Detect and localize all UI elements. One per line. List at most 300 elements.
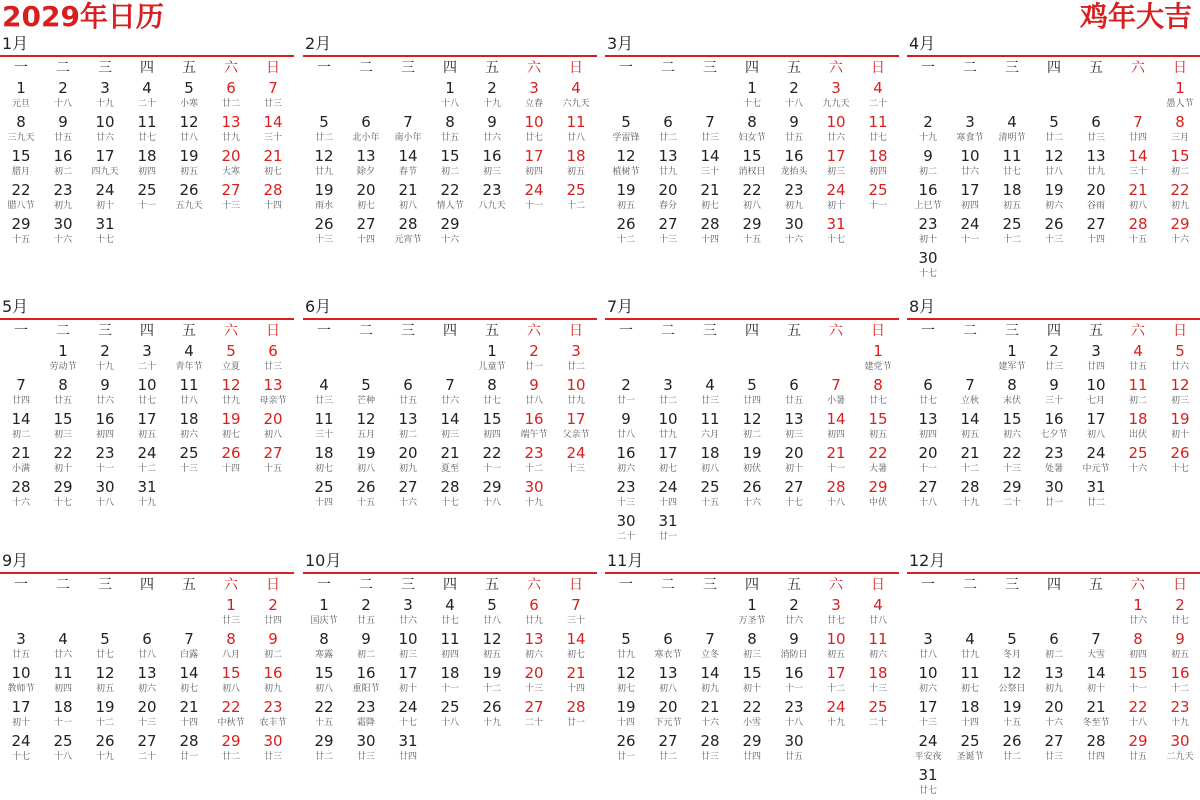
day-cell[interactable]	[1117, 596, 1159, 630]
day-cell[interactable]	[731, 444, 773, 478]
day-cell[interactable]	[857, 664, 899, 698]
day-cell[interactable]	[1159, 732, 1200, 766]
day-cell[interactable]	[168, 664, 210, 698]
day-cell[interactable]	[513, 376, 555, 410]
day-cell[interactable]	[647, 630, 689, 664]
day-cell[interactable]	[1159, 147, 1200, 181]
day-cell[interactable]	[1117, 181, 1159, 215]
day-cell[interactable]	[84, 79, 126, 113]
day-cell[interactable]	[345, 664, 387, 698]
day-cell[interactable]	[731, 698, 773, 732]
day-cell[interactable]	[210, 664, 252, 698]
day-cell[interactable]	[773, 478, 815, 512]
day-cell[interactable]	[647, 376, 689, 410]
day-cell[interactable]	[471, 181, 513, 215]
day-cell[interactable]	[252, 596, 294, 630]
day-cell[interactable]	[0, 444, 42, 478]
day-cell[interactable]	[907, 478, 949, 512]
day-cell[interactable]	[471, 698, 513, 732]
day-cell[interactable]	[429, 698, 471, 732]
day-cell[interactable]	[387, 376, 429, 410]
day-cell[interactable]	[252, 410, 294, 444]
day-cell[interactable]	[252, 181, 294, 215]
day-cell[interactable]	[647, 478, 689, 512]
day-cell[interactable]	[210, 342, 252, 376]
day-cell[interactable]	[991, 664, 1033, 698]
day-cell[interactable]	[126, 79, 168, 113]
day-cell[interactable]	[387, 698, 429, 732]
day-cell[interactable]	[857, 79, 899, 113]
day-cell[interactable]	[126, 376, 168, 410]
day-cell[interactable]	[773, 79, 815, 113]
day-cell[interactable]	[345, 596, 387, 630]
day-cell[interactable]	[857, 444, 899, 478]
day-cell[interactable]	[513, 113, 555, 147]
day-cell[interactable]	[84, 113, 126, 147]
day-cell[interactable]	[689, 147, 731, 181]
day-cell[interactable]	[857, 113, 899, 147]
day-cell[interactable]	[303, 596, 345, 630]
day-cell[interactable]	[1033, 147, 1075, 181]
day-cell[interactable]	[387, 664, 429, 698]
day-cell[interactable]	[731, 113, 773, 147]
day-cell[interactable]	[555, 630, 597, 664]
day-cell[interactable]	[429, 478, 471, 512]
day-cell[interactable]	[210, 596, 252, 630]
day-cell[interactable]	[689, 376, 731, 410]
day-cell[interactable]	[0, 732, 42, 766]
day-cell[interactable]	[1159, 596, 1200, 630]
day-cell[interactable]	[949, 215, 991, 249]
day-cell[interactable]	[907, 113, 949, 147]
day-cell[interactable]	[42, 342, 84, 376]
day-cell[interactable]	[1033, 376, 1075, 410]
day-cell[interactable]	[168, 410, 210, 444]
day-cell[interactable]	[773, 732, 815, 766]
day-cell[interactable]	[605, 478, 647, 512]
day-cell[interactable]	[647, 444, 689, 478]
day-cell[interactable]	[345, 181, 387, 215]
day-cell[interactable]	[857, 698, 899, 732]
day-cell[interactable]	[857, 147, 899, 181]
day-cell[interactable]	[689, 630, 731, 664]
day-cell[interactable]	[252, 698, 294, 732]
day-cell[interactable]	[1117, 698, 1159, 732]
day-cell[interactable]	[949, 410, 991, 444]
day-cell[interactable]	[303, 732, 345, 766]
day-cell[interactable]	[857, 630, 899, 664]
day-cell[interactable]	[731, 478, 773, 512]
day-cell[interactable]	[689, 732, 731, 766]
day-cell[interactable]	[42, 113, 84, 147]
day-cell[interactable]	[1075, 444, 1117, 478]
day-cell[interactable]	[42, 444, 84, 478]
day-cell[interactable]	[345, 698, 387, 732]
day-cell[interactable]	[647, 698, 689, 732]
day-cell[interactable]	[1117, 215, 1159, 249]
day-cell[interactable]	[815, 376, 857, 410]
day-cell[interactable]	[773, 215, 815, 249]
day-cell[interactable]	[471, 664, 513, 698]
day-cell[interactable]	[168, 342, 210, 376]
day-cell[interactable]	[387, 596, 429, 630]
day-cell[interactable]	[555, 113, 597, 147]
day-cell[interactable]	[429, 147, 471, 181]
day-cell[interactable]	[42, 410, 84, 444]
day-cell[interactable]	[815, 698, 857, 732]
day-cell[interactable]	[1159, 664, 1200, 698]
day-cell[interactable]	[1117, 376, 1159, 410]
day-cell[interactable]	[513, 181, 555, 215]
day-cell[interactable]	[84, 478, 126, 512]
day-cell[interactable]	[815, 147, 857, 181]
day-cell[interactable]	[126, 147, 168, 181]
day-cell[interactable]	[605, 215, 647, 249]
day-cell[interactable]	[0, 376, 42, 410]
day-cell[interactable]	[605, 113, 647, 147]
day-cell[interactable]	[0, 113, 42, 147]
day-cell[interactable]	[773, 630, 815, 664]
day-cell[interactable]	[345, 630, 387, 664]
day-cell[interactable]	[949, 181, 991, 215]
day-cell[interactable]	[429, 664, 471, 698]
day-cell[interactable]	[429, 596, 471, 630]
day-cell[interactable]	[126, 732, 168, 766]
day-cell[interactable]	[815, 113, 857, 147]
day-cell[interactable]	[513, 664, 555, 698]
day-cell[interactable]	[689, 113, 731, 147]
day-cell[interactable]	[1075, 664, 1117, 698]
day-cell[interactable]	[210, 444, 252, 478]
day-cell[interactable]	[126, 342, 168, 376]
day-cell[interactable]	[303, 113, 345, 147]
day-cell[interactable]	[605, 181, 647, 215]
day-cell[interactable]	[949, 478, 991, 512]
day-cell[interactable]	[345, 444, 387, 478]
day-cell[interactable]	[731, 732, 773, 766]
day-cell[interactable]	[907, 249, 949, 283]
day-cell[interactable]	[168, 698, 210, 732]
day-cell[interactable]	[345, 215, 387, 249]
day-cell[interactable]	[555, 596, 597, 630]
day-cell[interactable]	[429, 410, 471, 444]
day-cell[interactable]	[471, 478, 513, 512]
day-cell[interactable]	[42, 376, 84, 410]
day-cell[interactable]	[647, 664, 689, 698]
day-cell[interactable]	[1033, 698, 1075, 732]
day-cell[interactable]	[84, 410, 126, 444]
day-cell[interactable]	[429, 376, 471, 410]
day-cell[interactable]	[1033, 113, 1075, 147]
day-cell[interactable]	[815, 596, 857, 630]
day-cell[interactable]	[1075, 215, 1117, 249]
day-cell[interactable]	[1159, 79, 1200, 113]
day-cell[interactable]	[815, 410, 857, 444]
day-cell[interactable]	[513, 342, 555, 376]
day-cell[interactable]	[731, 181, 773, 215]
day-cell[interactable]	[647, 147, 689, 181]
day-cell[interactable]	[555, 147, 597, 181]
day-cell[interactable]	[252, 113, 294, 147]
day-cell[interactable]	[303, 698, 345, 732]
day-cell[interactable]	[84, 215, 126, 249]
day-cell[interactable]	[126, 444, 168, 478]
day-cell[interactable]	[42, 181, 84, 215]
day-cell[interactable]	[949, 664, 991, 698]
day-cell[interactable]	[857, 478, 899, 512]
day-cell[interactable]	[605, 444, 647, 478]
day-cell[interactable]	[84, 376, 126, 410]
day-cell[interactable]	[471, 376, 513, 410]
day-cell[interactable]	[1159, 630, 1200, 664]
day-cell[interactable]	[731, 147, 773, 181]
day-cell[interactable]	[471, 410, 513, 444]
day-cell[interactable]	[555, 664, 597, 698]
day-cell[interactable]	[689, 181, 731, 215]
day-cell[interactable]	[949, 732, 991, 766]
day-cell[interactable]	[605, 376, 647, 410]
day-cell[interactable]	[252, 444, 294, 478]
day-cell[interactable]	[168, 147, 210, 181]
day-cell[interactable]	[1159, 376, 1200, 410]
day-cell[interactable]	[1033, 215, 1075, 249]
day-cell[interactable]	[84, 342, 126, 376]
day-cell[interactable]	[773, 147, 815, 181]
day-cell[interactable]	[647, 181, 689, 215]
day-cell[interactable]	[252, 342, 294, 376]
day-cell[interactable]	[907, 766, 949, 800]
day-cell[interactable]	[303, 630, 345, 664]
day-cell[interactable]	[252, 732, 294, 766]
day-cell[interactable]	[471, 596, 513, 630]
day-cell[interactable]	[429, 181, 471, 215]
day-cell[interactable]	[126, 630, 168, 664]
day-cell[interactable]	[1117, 342, 1159, 376]
day-cell[interactable]	[1075, 147, 1117, 181]
day-cell[interactable]	[513, 478, 555, 512]
day-cell[interactable]	[555, 79, 597, 113]
day-cell[interactable]	[773, 444, 815, 478]
day-cell[interactable]	[991, 376, 1033, 410]
day-cell[interactable]	[303, 147, 345, 181]
day-cell[interactable]	[0, 147, 42, 181]
day-cell[interactable]	[773, 664, 815, 698]
day-cell[interactable]	[126, 410, 168, 444]
day-cell[interactable]	[1033, 478, 1075, 512]
day-cell[interactable]	[387, 444, 429, 478]
day-cell[interactable]	[857, 410, 899, 444]
day-cell[interactable]	[513, 596, 555, 630]
day-cell[interactable]	[126, 181, 168, 215]
day-cell[interactable]	[471, 630, 513, 664]
day-cell[interactable]	[1033, 410, 1075, 444]
day-cell[interactable]	[513, 698, 555, 732]
day-cell[interactable]	[949, 147, 991, 181]
day-cell[interactable]	[429, 215, 471, 249]
day-cell[interactable]	[1117, 664, 1159, 698]
day-cell[interactable]	[907, 630, 949, 664]
day-cell[interactable]	[815, 444, 857, 478]
day-cell[interactable]	[907, 215, 949, 249]
day-cell[interactable]	[731, 596, 773, 630]
day-cell[interactable]	[1117, 732, 1159, 766]
day-cell[interactable]	[387, 410, 429, 444]
day-cell[interactable]	[1117, 410, 1159, 444]
day-cell[interactable]	[387, 181, 429, 215]
day-cell[interactable]	[471, 113, 513, 147]
day-cell[interactable]	[84, 732, 126, 766]
day-cell[interactable]	[42, 79, 84, 113]
day-cell[interactable]	[731, 376, 773, 410]
day-cell[interactable]	[42, 215, 84, 249]
day-cell[interactable]	[1159, 181, 1200, 215]
day-cell[interactable]	[949, 630, 991, 664]
day-cell[interactable]	[731, 215, 773, 249]
day-cell[interactable]	[857, 181, 899, 215]
day-cell[interactable]	[907, 181, 949, 215]
day-cell[interactable]	[387, 478, 429, 512]
day-cell[interactable]	[991, 181, 1033, 215]
day-cell[interactable]	[0, 664, 42, 698]
day-cell[interactable]	[126, 478, 168, 512]
day-cell[interactable]	[303, 664, 345, 698]
day-cell[interactable]	[605, 410, 647, 444]
day-cell[interactable]	[471, 444, 513, 478]
day-cell[interactable]	[513, 147, 555, 181]
day-cell[interactable]	[84, 181, 126, 215]
day-cell[interactable]	[949, 376, 991, 410]
day-cell[interactable]	[303, 376, 345, 410]
day-cell[interactable]	[429, 630, 471, 664]
day-cell[interactable]	[907, 444, 949, 478]
day-cell[interactable]	[1075, 113, 1117, 147]
day-cell[interactable]	[513, 630, 555, 664]
day-cell[interactable]	[252, 664, 294, 698]
day-cell[interactable]	[0, 79, 42, 113]
day-cell[interactable]	[126, 698, 168, 732]
day-cell[interactable]	[345, 113, 387, 147]
day-cell[interactable]	[1075, 181, 1117, 215]
day-cell[interactable]	[773, 410, 815, 444]
day-cell[interactable]	[210, 630, 252, 664]
day-cell[interactable]	[815, 478, 857, 512]
day-cell[interactable]	[210, 113, 252, 147]
day-cell[interactable]	[0, 215, 42, 249]
day-cell[interactable]	[1033, 664, 1075, 698]
day-cell[interactable]	[731, 664, 773, 698]
day-cell[interactable]	[1117, 113, 1159, 147]
day-cell[interactable]	[857, 376, 899, 410]
day-cell[interactable]	[689, 478, 731, 512]
day-cell[interactable]	[168, 630, 210, 664]
day-cell[interactable]	[210, 732, 252, 766]
day-cell[interactable]	[773, 181, 815, 215]
day-cell[interactable]	[387, 113, 429, 147]
day-cell[interactable]	[126, 664, 168, 698]
day-cell[interactable]	[513, 79, 555, 113]
day-cell[interactable]	[949, 113, 991, 147]
day-cell[interactable]	[210, 79, 252, 113]
day-cell[interactable]	[991, 698, 1033, 732]
day-cell[interactable]	[731, 630, 773, 664]
day-cell[interactable]	[42, 478, 84, 512]
day-cell[interactable]	[689, 444, 731, 478]
day-cell[interactable]	[471, 79, 513, 113]
day-cell[interactable]	[1075, 478, 1117, 512]
day-cell[interactable]	[773, 596, 815, 630]
day-cell[interactable]	[1159, 444, 1200, 478]
day-cell[interactable]	[689, 410, 731, 444]
day-cell[interactable]	[857, 342, 899, 376]
day-cell[interactable]	[168, 732, 210, 766]
day-cell[interactable]	[907, 147, 949, 181]
day-cell[interactable]	[345, 376, 387, 410]
day-cell[interactable]	[252, 79, 294, 113]
day-cell[interactable]	[42, 732, 84, 766]
day-cell[interactable]	[1033, 342, 1075, 376]
day-cell[interactable]	[815, 664, 857, 698]
day-cell[interactable]	[84, 147, 126, 181]
day-cell[interactable]	[429, 79, 471, 113]
day-cell[interactable]	[387, 732, 429, 766]
day-cell[interactable]	[0, 698, 42, 732]
day-cell[interactable]	[907, 698, 949, 732]
day-cell[interactable]	[1159, 113, 1200, 147]
day-cell[interactable]	[605, 630, 647, 664]
day-cell[interactable]	[303, 444, 345, 478]
day-cell[interactable]	[991, 410, 1033, 444]
day-cell[interactable]	[1117, 630, 1159, 664]
day-cell[interactable]	[303, 410, 345, 444]
day-cell[interactable]	[773, 113, 815, 147]
day-cell[interactable]	[555, 342, 597, 376]
day-cell[interactable]	[1033, 444, 1075, 478]
day-cell[interactable]	[1117, 444, 1159, 478]
day-cell[interactable]	[0, 478, 42, 512]
day-cell[interactable]	[815, 79, 857, 113]
day-cell[interactable]	[1075, 376, 1117, 410]
day-cell[interactable]	[126, 113, 168, 147]
day-cell[interactable]	[168, 444, 210, 478]
day-cell[interactable]	[731, 79, 773, 113]
day-cell[interactable]	[605, 698, 647, 732]
day-cell[interactable]	[168, 181, 210, 215]
day-cell[interactable]	[647, 512, 689, 546]
day-cell[interactable]	[555, 410, 597, 444]
day-cell[interactable]	[1159, 342, 1200, 376]
day-cell[interactable]	[1159, 215, 1200, 249]
day-cell[interactable]	[84, 630, 126, 664]
day-cell[interactable]	[555, 444, 597, 478]
day-cell[interactable]	[345, 732, 387, 766]
day-cell[interactable]	[555, 376, 597, 410]
day-cell[interactable]	[429, 113, 471, 147]
day-cell[interactable]	[345, 478, 387, 512]
day-cell[interactable]	[1075, 698, 1117, 732]
day-cell[interactable]	[1117, 147, 1159, 181]
day-cell[interactable]	[252, 147, 294, 181]
day-cell[interactable]	[0, 181, 42, 215]
day-cell[interactable]	[42, 630, 84, 664]
day-cell[interactable]	[1159, 698, 1200, 732]
day-cell[interactable]	[949, 444, 991, 478]
day-cell[interactable]	[84, 444, 126, 478]
day-cell[interactable]	[689, 664, 731, 698]
day-cell[interactable]	[42, 147, 84, 181]
day-cell[interactable]	[42, 698, 84, 732]
day-cell[interactable]	[1033, 732, 1075, 766]
day-cell[interactable]	[252, 376, 294, 410]
